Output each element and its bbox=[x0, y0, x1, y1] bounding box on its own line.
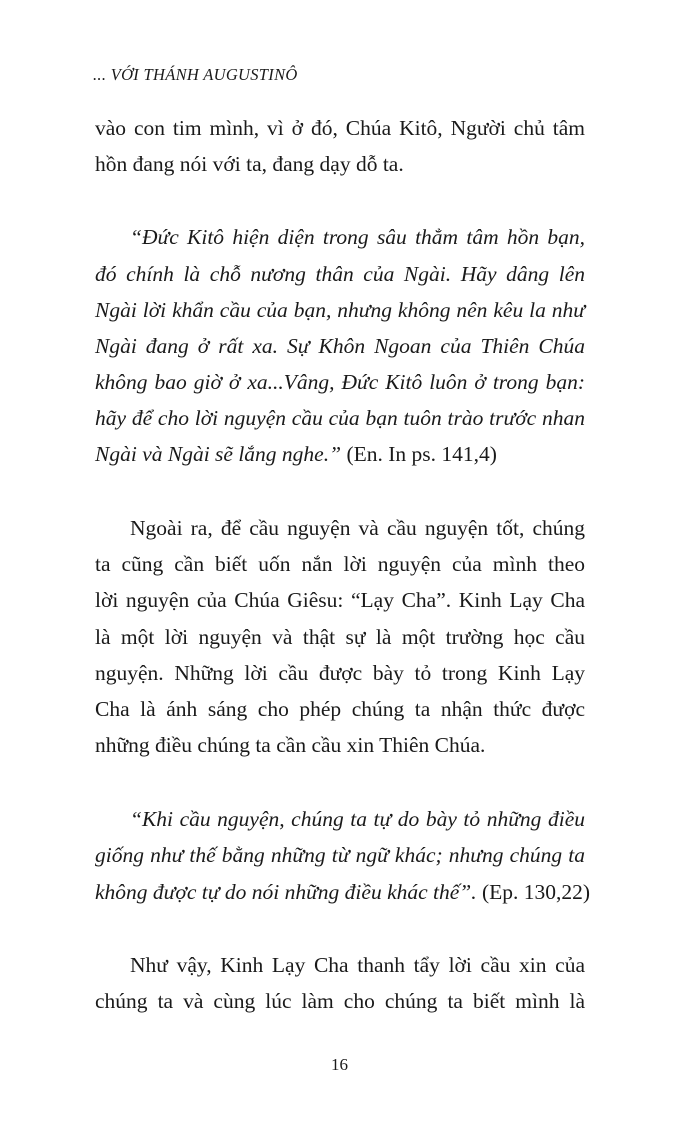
quote-line: “Đức Kitô hiện diện trong sâu thẳm tâm hồn bạn, bbox=[130, 225, 585, 249]
quote-text: không được tự do nói những điều khác thế”. bbox=[95, 880, 477, 904]
body-line: Cha là ánh sáng cho phép chúng ta nhận thức được bbox=[95, 697, 585, 721]
body-line: lời nguyện của Chúa Giêsu: “Lạy Cha”. Kinh Lạy Cha bbox=[95, 588, 585, 612]
body-line: Ngoài ra, để cầu nguyện và cầu nguyện tốt, chúng bbox=[130, 516, 585, 540]
quote-line: Ngài đang ở rất xa. Sự Khôn Ngoan của Thiên Chúa bbox=[95, 334, 585, 358]
running-header: ... VỚI THÁNH AUGUSTINÔ bbox=[93, 65, 298, 84]
body-line: nguyện. Những lời cầu được bày tỏ trong Kinh Lạy bbox=[95, 661, 585, 685]
quote-reference: (Ep. 130,22) bbox=[476, 880, 591, 904]
body-line: những điều chúng ta cần cầu xin Thiên Chúa. bbox=[95, 733, 486, 757]
page-number: 16 bbox=[331, 1055, 348, 1074]
body-line: là một lời nguyện và thật sự là một trường học cầu bbox=[95, 625, 585, 649]
quote-line: giống như thế bằng những từ ngữ khác; nhưng chúng ta bbox=[95, 843, 585, 867]
quote-text: Ngài và Ngài sẽ lắng nghe.” bbox=[95, 442, 342, 466]
quote-line: hãy để cho lời nguyện cầu của bạn tuôn trào trước nhan bbox=[95, 406, 585, 430]
quote-line: không bao giờ ở xa...Vâng, Đức Kitô luôn ở trong bạn: bbox=[95, 370, 585, 394]
quote-last-line bbox=[95, 444, 585, 466]
body-line: ta cũng cần biết uốn nắn lời nguyện của mình theo bbox=[95, 552, 585, 576]
body-line: chúng ta và cùng lúc làm cho chúng ta biết mình là bbox=[95, 989, 585, 1013]
quote-reference: (En. In ps. 141,4) bbox=[341, 442, 497, 466]
quote-last-line bbox=[95, 880, 591, 904]
body-line: hồn đang nói với ta, đang dạy dỗ ta. bbox=[95, 152, 404, 176]
quote-line: “Khi cầu nguyện, chúng ta tự do bày tỏ những điều bbox=[130, 807, 585, 831]
quote-line: đó chính là chỗ nương thân của Ngài. Hãy dâng lên bbox=[95, 262, 585, 286]
quote-line: Ngài lời khẩn cầu của bạn, nhưng không nên kêu la như bbox=[95, 298, 585, 322]
body-line: Như vậy, Kinh Lạy Cha thanh tẩy lời cầu xin của bbox=[130, 953, 585, 977]
body-line: vào con tim mình, vì ở đó, Chúa Kitô, Người chủ tâm bbox=[95, 116, 585, 140]
